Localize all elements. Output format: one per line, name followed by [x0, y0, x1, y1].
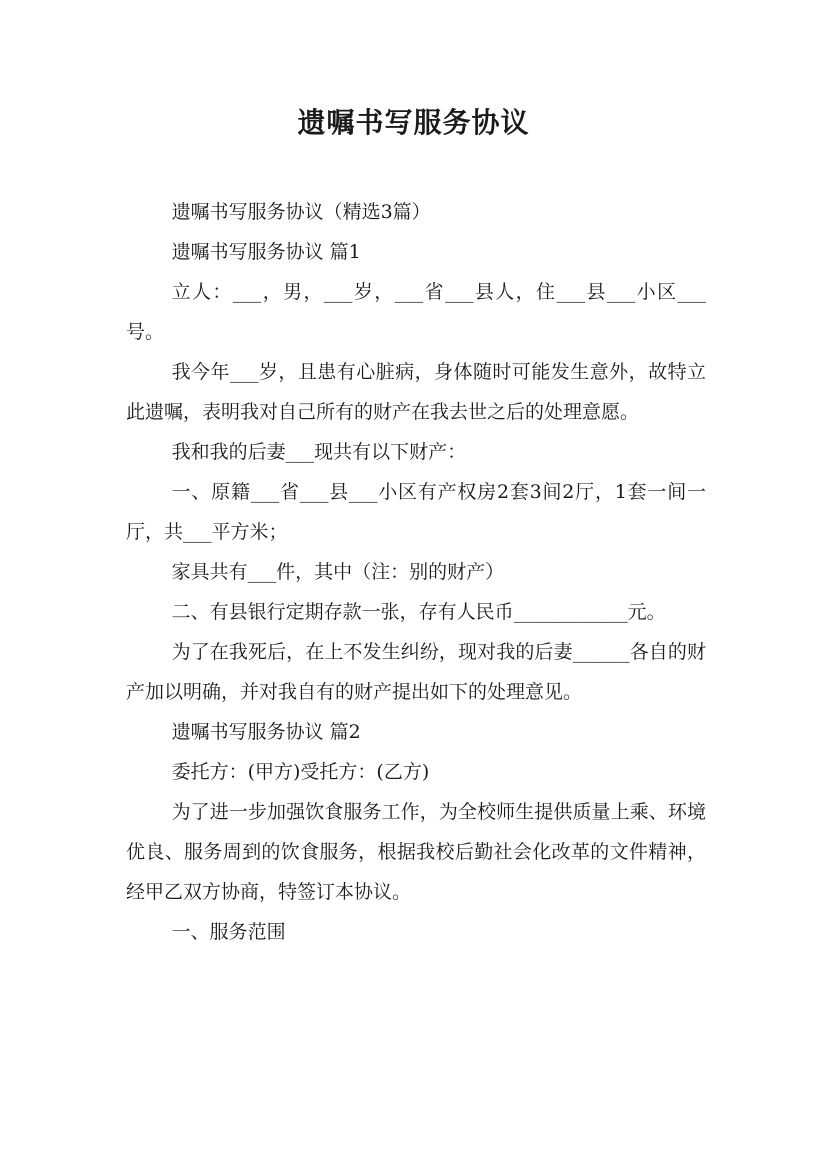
paragraph-section-heading-2: 遗嘱书写服务协议 篇2	[171, 721, 361, 743]
paragraph-service-scope: 一、服务范围	[171, 921, 286, 943]
document-body	[126, 192, 706, 952]
paragraph-subtitle: 遗嘱书写服务协议（精选3篇）	[171, 201, 431, 223]
paragraph-joint-property: 我和我的后妻___现共有以下财产：	[171, 441, 467, 463]
paragraph-parties: 委托方：(甲方)受托方：(乙方)	[171, 761, 430, 783]
paragraph-intent: 我今年___岁，且患有心脏病，身体随时可能发生意外，故特立此遗嘱，表明我对自己所有的财产在我去世之后的处理意愿。	[126, 361, 706, 423]
paragraph-section-heading-1: 遗嘱书写服务协议 篇1	[171, 241, 361, 263]
paragraph-bank-deposit: 二、有县银行定期存款一张，存有人民币____________元。	[171, 601, 666, 623]
document-title: 遗嘱书写服务协议	[297, 106, 530, 139]
paragraph-testator-info: 立人：___，男，___岁，___省___县人，住___县___小区___号。	[126, 281, 706, 343]
paragraph-furniture: 家具共有___件，其中（注：别的财产）	[171, 561, 505, 583]
paragraph-disposition: 为了在我死后，在上不发生纠纷，现对我的后妻______各自的财产加以明确，并对我自有的财产提出如下的处理意见。	[126, 641, 706, 703]
paragraph-purpose: 为了进一步加强饮食服务工作，为全校师生提供质量上乘、环境优良、服务周到的饮食服务，根据我校后勤社会化改革的文件精神，经甲乙双方协商，特签订本协议。	[126, 801, 706, 903]
paragraph-real-estate: 一、原籍___省___县___小区有产权房2套3间2厅，1套一间一厅，共___平方米；	[126, 481, 706, 543]
